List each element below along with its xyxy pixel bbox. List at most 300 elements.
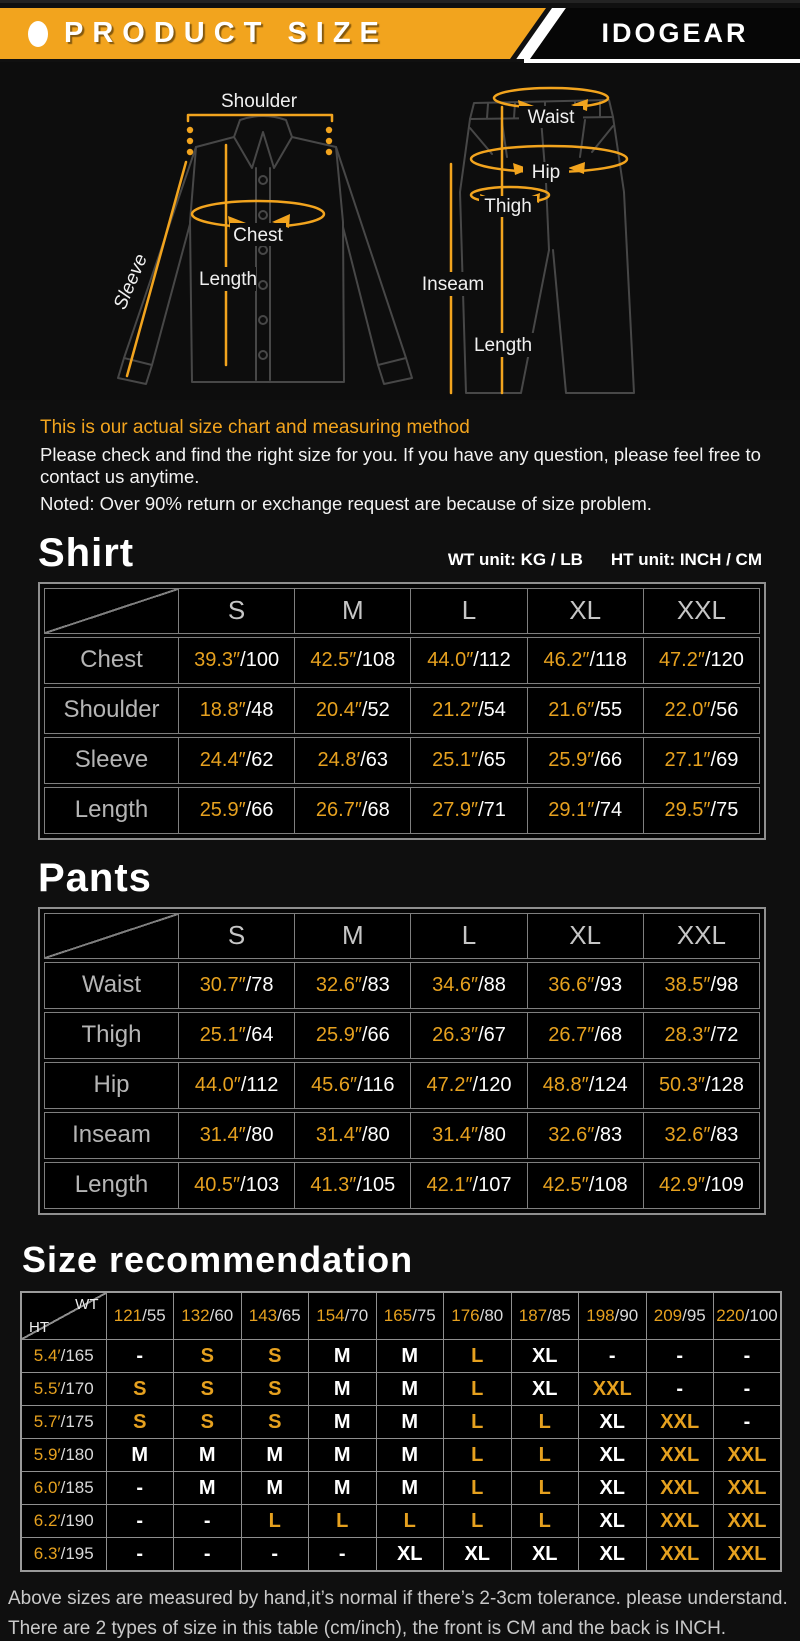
cm-value: /63 bbox=[360, 748, 389, 771]
shirt-value-cell bbox=[294, 738, 410, 783]
inch-value: 5.9′ bbox=[33, 1445, 61, 1465]
size-cell: XL bbox=[579, 1472, 647, 1505]
pants-row-inseam bbox=[44, 1112, 760, 1159]
shirt-row-sleeve bbox=[44, 737, 760, 784]
cm-value: /165 bbox=[60, 1346, 94, 1366]
shirt-value-cell bbox=[178, 788, 294, 833]
cm-value: /65 bbox=[478, 748, 506, 771]
pants-size-col-header: XL bbox=[527, 914, 643, 958]
weight-col-header bbox=[444, 1292, 512, 1340]
size-cell: S bbox=[174, 1406, 242, 1439]
inch-value: 31.4″ bbox=[315, 1123, 362, 1146]
size-cell: XXL bbox=[646, 1505, 714, 1538]
cm-value: /52 bbox=[361, 698, 390, 721]
pants-value-cell bbox=[643, 1013, 759, 1058]
inch-value: 165 bbox=[383, 1306, 413, 1326]
size-cell: XL bbox=[511, 1340, 579, 1373]
size-cell: - bbox=[241, 1538, 309, 1571]
pants-value-cell bbox=[410, 963, 526, 1008]
size-cell: XXL bbox=[714, 1439, 782, 1472]
cm-value: /80 bbox=[245, 1123, 274, 1146]
rec-row bbox=[21, 1505, 781, 1538]
cm-value: /64 bbox=[245, 1023, 274, 1046]
size-cell: XXL bbox=[714, 1505, 782, 1538]
cm-value: /109 bbox=[704, 1173, 744, 1196]
shirt-section-head bbox=[38, 531, 762, 576]
size-cell: L bbox=[511, 1472, 579, 1505]
inch-value: 6.3′ bbox=[33, 1544, 61, 1564]
footer-line2: There are 2 types of size in this table (cm/inch), the front is CM and the back is INCH. bbox=[8, 1617, 727, 1639]
pants-corner-cell bbox=[45, 914, 178, 958]
inch-value: 42.5″ bbox=[542, 1173, 589, 1196]
shirt-length-label: Length bbox=[198, 269, 258, 290]
shirt-size-col-header: M bbox=[294, 589, 410, 633]
pants-value-cell bbox=[410, 1113, 526, 1158]
size-cell: M bbox=[241, 1472, 309, 1505]
size-cell: M bbox=[174, 1472, 242, 1505]
size-cell: M bbox=[376, 1373, 444, 1406]
inch-value: 47.2″ bbox=[426, 1073, 473, 1096]
cm-value: /100 bbox=[240, 648, 280, 671]
cm-value: /85 bbox=[547, 1306, 571, 1326]
cm-value: /48 bbox=[245, 698, 274, 721]
cm-value: /62 bbox=[245, 748, 274, 771]
brand-logo: IDOGEAR bbox=[601, 18, 749, 48]
inch-value: 121 bbox=[113, 1306, 143, 1326]
pants-row-label: Waist bbox=[45, 963, 178, 1008]
shirt-row-label: Length bbox=[45, 788, 178, 833]
pants-size-col-header: L bbox=[410, 914, 526, 958]
pants-value-cell bbox=[294, 1063, 410, 1108]
pants-value-cell bbox=[643, 963, 759, 1008]
size-cell: S bbox=[241, 1340, 309, 1373]
weight-col-header bbox=[376, 1292, 444, 1340]
pants-value-cell bbox=[527, 1113, 643, 1158]
pants-row-length bbox=[44, 1162, 760, 1209]
size-cell: L bbox=[444, 1340, 512, 1373]
cm-value: /112 bbox=[240, 1073, 279, 1096]
cm-value: /75 bbox=[412, 1306, 436, 1326]
inch-value: 26.3″ bbox=[432, 1023, 479, 1046]
pants-row-label: Hip bbox=[45, 1063, 178, 1108]
size-cell: - bbox=[714, 1373, 782, 1406]
inch-value: 26.7″ bbox=[548, 1023, 595, 1046]
size-cell: M bbox=[376, 1439, 444, 1472]
thigh-label: Thigh bbox=[484, 196, 532, 217]
size-cell: - bbox=[579, 1340, 647, 1373]
size-cell: XXL bbox=[714, 1472, 782, 1505]
inch-value: 42.1″ bbox=[426, 1173, 473, 1196]
pants-value-cell bbox=[643, 1163, 759, 1208]
pants-value-cell bbox=[410, 1063, 526, 1108]
size-cell: XL bbox=[444, 1538, 512, 1571]
inch-value: 32.6″ bbox=[664, 1123, 711, 1146]
inch-value: 187 bbox=[518, 1306, 548, 1326]
cm-value: /66 bbox=[361, 1023, 390, 1046]
inch-value: 143 bbox=[248, 1306, 278, 1326]
inch-value: 132 bbox=[181, 1306, 210, 1326]
size-cell: L bbox=[511, 1505, 579, 1538]
cm-value: /195 bbox=[60, 1544, 94, 1564]
height-row-header bbox=[21, 1406, 106, 1439]
cm-value: /88 bbox=[478, 973, 506, 996]
size-cell: M bbox=[309, 1406, 377, 1439]
cm-value: /70 bbox=[344, 1306, 369, 1326]
shirt-corner-cell bbox=[45, 589, 178, 633]
inch-value: 29.5″ bbox=[664, 798, 711, 821]
shirt-size-col-header: XXL bbox=[643, 589, 759, 633]
shirt-size-col-header: L bbox=[410, 589, 526, 633]
inch-value: 27.9″ bbox=[432, 798, 479, 821]
weight-col-header bbox=[646, 1292, 714, 1340]
pants-table bbox=[38, 907, 766, 1215]
inch-value: 154 bbox=[316, 1306, 345, 1326]
pants-size-col-header: M bbox=[294, 914, 410, 958]
inch-value: 40.5″ bbox=[194, 1173, 241, 1196]
inch-value: 30.7″ bbox=[199, 973, 246, 996]
inch-value: 176 bbox=[451, 1306, 480, 1326]
inch-value: 41.3″ bbox=[310, 1173, 357, 1196]
intro-line3: Noted: Over 90% return or exchange request are because of size problem. bbox=[40, 493, 652, 515]
cm-value: /175 bbox=[60, 1412, 94, 1432]
shirt-table bbox=[38, 582, 766, 840]
ht-unit: HT unit: INCH / CM bbox=[610, 549, 762, 569]
inch-value: 5.4′ bbox=[33, 1346, 61, 1366]
cm-value: /66 bbox=[594, 748, 623, 771]
cm-value: /68 bbox=[594, 1023, 623, 1046]
size-cell: M bbox=[174, 1439, 242, 1472]
cm-value: /54 bbox=[478, 698, 506, 721]
size-cell: M bbox=[106, 1439, 174, 1472]
cm-value: /98 bbox=[710, 973, 739, 996]
inch-value: 38.5″ bbox=[664, 973, 711, 996]
inch-value: 34.6″ bbox=[432, 973, 479, 996]
banner-underline bbox=[524, 59, 800, 63]
pants-size-col-header: XXL bbox=[643, 914, 759, 958]
inch-value: 42.9″ bbox=[658, 1173, 705, 1196]
pants-value-cell bbox=[178, 1113, 294, 1158]
rec-corner-cell bbox=[21, 1292, 106, 1340]
inch-value: 21.2″ bbox=[432, 698, 479, 721]
size-cell: M bbox=[309, 1340, 377, 1373]
size-cell: XL bbox=[579, 1538, 647, 1571]
size-cell: - bbox=[106, 1538, 174, 1571]
size-cell: S bbox=[106, 1406, 174, 1439]
pants-value-cell bbox=[643, 1113, 759, 1158]
pants-value-cell bbox=[410, 1013, 526, 1058]
size-cell: - bbox=[174, 1505, 242, 1538]
cm-value: /83 bbox=[710, 1123, 739, 1146]
inch-value: 47.2″ bbox=[658, 648, 705, 671]
cm-value: /120 bbox=[472, 1073, 512, 1096]
weight-col-header bbox=[579, 1292, 647, 1340]
cm-value: /55 bbox=[142, 1306, 166, 1326]
inch-value: 24.4″ bbox=[199, 748, 246, 771]
cm-value: /66 bbox=[245, 798, 274, 821]
shirt-value-cell bbox=[178, 738, 294, 783]
pants-value-cell bbox=[643, 1063, 759, 1108]
pants-value-cell bbox=[527, 963, 643, 1008]
pants-title: Pants bbox=[38, 855, 152, 900]
size-cell: XL bbox=[376, 1538, 444, 1571]
shirt-size-col-header: XL bbox=[527, 589, 643, 633]
inch-value: 198 bbox=[586, 1306, 615, 1326]
cm-value: /80 bbox=[478, 1123, 506, 1146]
size-cell: S bbox=[174, 1340, 242, 1373]
shirt-value-cell bbox=[178, 688, 294, 733]
size-cell: XXL bbox=[646, 1406, 714, 1439]
pants-row-label: Thigh bbox=[45, 1013, 178, 1058]
waist-measure-ellipse bbox=[494, 88, 608, 108]
inch-value: 50.3″ bbox=[658, 1073, 705, 1096]
cm-value: /112 bbox=[473, 648, 511, 671]
inch-value: 42.5″ bbox=[310, 648, 357, 671]
weight-col-header bbox=[309, 1292, 377, 1340]
inch-value: 32.6″ bbox=[315, 973, 362, 996]
shirt-row-label: Shoulder bbox=[45, 688, 178, 733]
shoulder-measure-line bbox=[188, 115, 332, 121]
shirt-value-cell bbox=[643, 638, 759, 683]
cm-value: /118 bbox=[589, 648, 627, 671]
pants-value-cell bbox=[527, 1063, 643, 1108]
shirt-value-cell bbox=[410, 738, 526, 783]
rec-header-row bbox=[21, 1292, 781, 1340]
cm-value: /72 bbox=[710, 1023, 739, 1046]
shirt-row-chest bbox=[44, 637, 760, 684]
inch-value: 6.0′ bbox=[33, 1478, 61, 1498]
inch-value: 6.2′ bbox=[33, 1511, 61, 1531]
height-row-header bbox=[21, 1538, 106, 1571]
size-cell: L bbox=[444, 1505, 512, 1538]
inch-value: 44.0″ bbox=[427, 648, 474, 671]
inch-value: 209 bbox=[653, 1306, 683, 1326]
size-cell: - bbox=[106, 1472, 174, 1505]
cm-value: /75 bbox=[710, 798, 739, 821]
inch-value: 45.6″ bbox=[311, 1073, 358, 1096]
corner-wt-label: WT bbox=[75, 1295, 99, 1313]
inch-value: 27.1″ bbox=[664, 748, 711, 771]
shirt-value-cell bbox=[294, 688, 410, 733]
shirt-value-cell bbox=[527, 738, 643, 783]
weight-col-header bbox=[241, 1292, 309, 1340]
size-cell: XXL bbox=[714, 1538, 782, 1571]
cm-value: /78 bbox=[245, 973, 274, 996]
cm-value: /124 bbox=[588, 1073, 628, 1096]
hip-label: Hip bbox=[531, 162, 561, 183]
size-cell: M bbox=[376, 1340, 444, 1373]
cm-value: /60 bbox=[209, 1306, 234, 1326]
cm-value: /170 bbox=[60, 1379, 94, 1399]
shirt-section bbox=[0, 531, 800, 840]
size-cell: - bbox=[714, 1406, 782, 1439]
shirt-value-cell bbox=[527, 788, 643, 833]
cm-value: /65 bbox=[277, 1306, 301, 1326]
rec-row bbox=[21, 1406, 781, 1439]
pants-value-cell bbox=[178, 1013, 294, 1058]
cm-value: /55 bbox=[594, 698, 623, 721]
cm-value: /69 bbox=[710, 748, 739, 771]
inch-value: 29.1″ bbox=[548, 798, 595, 821]
cm-value: /128 bbox=[704, 1073, 744, 1096]
size-cell: - bbox=[714, 1340, 782, 1373]
inch-value: 25.9″ bbox=[315, 1023, 362, 1046]
inch-value: 44.0″ bbox=[194, 1073, 241, 1096]
size-cell: XXL bbox=[579, 1373, 647, 1406]
size-cell: XL bbox=[579, 1439, 647, 1472]
size-cell: XXL bbox=[646, 1538, 714, 1571]
shirt-value-cell bbox=[410, 638, 526, 683]
inch-value: 28.3″ bbox=[664, 1023, 711, 1046]
pants-row-label: Length bbox=[45, 1163, 178, 1208]
intro-accent-line: This is our actual size chart and measuring method bbox=[40, 417, 470, 438]
shirt-value-cell bbox=[643, 738, 759, 783]
inch-value: 32.6″ bbox=[548, 1123, 595, 1146]
cm-value: /180 bbox=[60, 1445, 94, 1465]
size-cell: XL bbox=[511, 1373, 579, 1406]
size-cell: - bbox=[174, 1538, 242, 1571]
size-cell: - bbox=[309, 1538, 377, 1571]
size-cell: L bbox=[444, 1439, 512, 1472]
recommendation-section bbox=[0, 1239, 800, 1572]
size-cell: M bbox=[376, 1406, 444, 1439]
pants-row-label: Inseam bbox=[45, 1113, 178, 1158]
shirt-value-cell bbox=[294, 638, 410, 683]
pants-row-thigh bbox=[44, 1012, 760, 1059]
cm-value: /105 bbox=[356, 1173, 396, 1196]
inch-value: 21.6″ bbox=[548, 698, 595, 721]
measurement-diagram bbox=[0, 62, 800, 400]
header bbox=[0, 0, 800, 62]
size-cell: M bbox=[309, 1472, 377, 1505]
pants-value-cell bbox=[178, 1063, 294, 1108]
inch-value: 46.2″ bbox=[543, 648, 590, 671]
height-row-header bbox=[21, 1505, 106, 1538]
pants-value-cell bbox=[178, 963, 294, 1008]
size-cell: M bbox=[309, 1373, 377, 1406]
size-cell: L bbox=[241, 1505, 309, 1538]
pants-value-cell bbox=[294, 1013, 410, 1058]
cm-value: /108 bbox=[356, 648, 396, 671]
rec-row bbox=[21, 1472, 781, 1505]
cm-value: /95 bbox=[682, 1306, 706, 1326]
chest-label: Chest bbox=[233, 225, 283, 246]
size-cell: M bbox=[376, 1472, 444, 1505]
size-cell: L bbox=[444, 1406, 512, 1439]
weight-col-header bbox=[174, 1292, 242, 1340]
size-cell: M bbox=[241, 1439, 309, 1472]
size-cell: XXL bbox=[646, 1472, 714, 1505]
cm-value: /83 bbox=[594, 1123, 623, 1146]
rec-row bbox=[21, 1538, 781, 1571]
weight-col-header bbox=[511, 1292, 579, 1340]
shirt-row-length bbox=[44, 787, 760, 834]
inch-value: 18.8″ bbox=[199, 698, 246, 721]
pants-row-waist bbox=[44, 962, 760, 1009]
cm-value: /93 bbox=[594, 973, 623, 996]
pants-value-cell bbox=[294, 1163, 410, 1208]
inch-value: 25.1″ bbox=[432, 748, 479, 771]
rec-row bbox=[21, 1439, 781, 1472]
pants-section bbox=[0, 856, 800, 1215]
recommendation-title: Size recommendation bbox=[22, 1238, 414, 1280]
size-cell: S bbox=[174, 1373, 242, 1406]
cm-value: /185 bbox=[60, 1478, 94, 1498]
size-cell: S bbox=[241, 1373, 309, 1406]
inch-value: 22.0″ bbox=[664, 698, 711, 721]
cm-value: /80 bbox=[479, 1306, 504, 1326]
cm-value: /74 bbox=[594, 798, 623, 821]
rec-row bbox=[21, 1340, 781, 1373]
pants-value-cell bbox=[294, 963, 410, 1008]
intro-line2: Please check and find the right size for you. If you have any question, please feel free to contact us anytime. bbox=[40, 444, 761, 488]
cm-value: /80 bbox=[361, 1123, 390, 1146]
cm-value: /71 bbox=[478, 798, 506, 821]
shoulder-label: Shoulder bbox=[220, 91, 298, 112]
pants-header-row bbox=[44, 913, 760, 959]
shirt-header-row bbox=[44, 588, 760, 634]
shirt-row-label: Chest bbox=[45, 638, 178, 683]
rec-row bbox=[21, 1373, 781, 1406]
size-cell: XL bbox=[579, 1406, 647, 1439]
pants-row-hip bbox=[44, 1062, 760, 1109]
inch-value: 220 bbox=[716, 1306, 745, 1326]
page-title: PRODUCT SIZE bbox=[64, 17, 388, 49]
size-cell: L bbox=[444, 1373, 512, 1406]
cm-value: /190 bbox=[60, 1511, 94, 1531]
intro-text bbox=[0, 400, 800, 515]
size-cell: L bbox=[511, 1439, 579, 1472]
size-cell: - bbox=[106, 1505, 174, 1538]
inch-value: 25.1″ bbox=[199, 1023, 246, 1046]
inch-value: 24.8′ bbox=[317, 748, 361, 771]
shirt-size-col-header: S bbox=[178, 589, 294, 633]
shirt-value-cell bbox=[410, 688, 526, 733]
size-cell: - bbox=[106, 1340, 174, 1373]
cm-value: /83 bbox=[361, 973, 390, 996]
inch-value: 31.4″ bbox=[199, 1123, 246, 1146]
pants-length-label: Length bbox=[473, 335, 533, 356]
inch-value: 20.4″ bbox=[315, 698, 362, 721]
size-cell: - bbox=[646, 1340, 714, 1373]
inch-value: 48.8″ bbox=[542, 1073, 589, 1096]
recommendation-table bbox=[20, 1291, 782, 1572]
inch-value: 5.7′ bbox=[33, 1412, 61, 1432]
shirt-value-cell bbox=[643, 688, 759, 733]
pants-value-cell bbox=[527, 1013, 643, 1058]
height-row-header bbox=[21, 1373, 106, 1406]
shirt-value-cell bbox=[294, 788, 410, 833]
pants-value-cell bbox=[178, 1163, 294, 1208]
height-row-header bbox=[21, 1472, 106, 1505]
size-cell: L bbox=[511, 1406, 579, 1439]
size-cell: XL bbox=[579, 1505, 647, 1538]
size-cell: XXL bbox=[646, 1439, 714, 1472]
cm-value: /103 bbox=[240, 1173, 280, 1196]
inch-value: 31.4″ bbox=[432, 1123, 479, 1146]
pants-size-col-header: S bbox=[178, 914, 294, 958]
weight-col-header bbox=[714, 1292, 782, 1340]
shirt-value-cell bbox=[527, 638, 643, 683]
inch-value: 26.7″ bbox=[315, 798, 362, 821]
footer-line1: Above sizes are measured by hand,it’s normal if there’s 2-3cm tolerance. please understand. bbox=[8, 1587, 788, 1609]
shirt-value-cell bbox=[527, 688, 643, 733]
size-cell: XL bbox=[511, 1538, 579, 1571]
inch-value: 36.6″ bbox=[548, 973, 595, 996]
bullet-dot-icon bbox=[28, 21, 48, 47]
shirt-value-cell bbox=[643, 788, 759, 833]
shirt-title: Shirt bbox=[38, 530, 135, 575]
footer-notes bbox=[8, 1586, 792, 1641]
